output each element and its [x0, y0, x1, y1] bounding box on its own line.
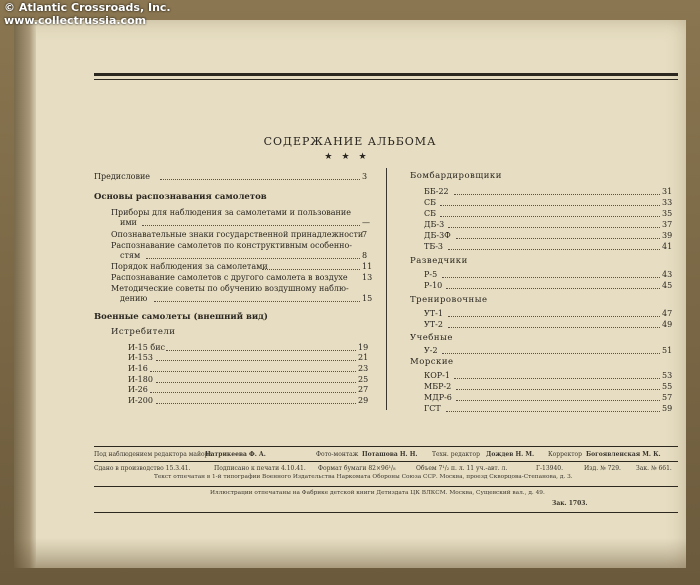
leader-dots — [142, 224, 360, 226]
toc-aircraft-page: 21 — [358, 353, 369, 362]
toc-aircraft-page: 47 — [662, 309, 673, 318]
toc-aircraft-name: КОР-1 — [424, 371, 450, 380]
top-rule-thin — [94, 79, 678, 80]
leader-dots — [150, 391, 356, 393]
page-title: СОДЕРЖАНИЕ АЛЬБОМА — [263, 135, 437, 148]
toc-aircraft-page: 45 — [662, 281, 673, 290]
toc-aircraft-page: 53 — [662, 371, 673, 380]
toc-aircraft-name: И-16 — [128, 364, 148, 373]
toc-aircraft-page: 43 — [662, 270, 673, 279]
imprint-rule-mid — [94, 461, 678, 462]
toc-entry: Опознавательные знаки государственной принадлежности — [111, 230, 364, 239]
toc-aircraft-page: 33 — [662, 198, 673, 207]
toc-aircraft-name: ДБ-3Ф — [424, 231, 451, 240]
leader-dots — [456, 388, 660, 390]
toc-aircraft-name: СБ — [424, 209, 436, 218]
toc-entry-page: 13 — [362, 273, 373, 282]
toc-category-bombers: Бомбардировщики — [410, 171, 502, 181]
toc-aircraft-name: ТБ-3 — [424, 242, 444, 251]
imprint-text: Зак. № 661. — [636, 465, 672, 472]
leader-dots — [166, 349, 356, 351]
top-rule-thick — [94, 73, 678, 76]
toc-category-naval: Морские — [410, 357, 454, 367]
toc-category-recon: Разведчики — [410, 256, 468, 266]
toc-aircraft-page: 25 — [358, 375, 369, 384]
toc-aircraft-page: 51 — [662, 346, 673, 355]
leader-dots — [442, 352, 660, 354]
leader-dots — [150, 370, 356, 372]
leader-dots — [440, 215, 660, 217]
imprint-text: Техн. редактор — [432, 451, 480, 458]
leader-dots — [456, 237, 660, 239]
leader-dots — [448, 226, 660, 228]
leader-dots — [456, 399, 660, 401]
toc-aircraft-page: 57 — [662, 393, 673, 402]
toc-aircraft-page: 37 — [662, 220, 673, 229]
toc-aircraft-name: ДБ-3 — [424, 220, 445, 229]
book-spine — [14, 20, 36, 568]
imprint-name: Поташова Н. Н. — [362, 451, 418, 458]
column-divider — [386, 168, 387, 410]
toc-entry-page: 7 — [362, 230, 368, 239]
imprint-rule-bottom — [94, 512, 678, 513]
toc-aircraft-name: УТ-2 — [424, 320, 443, 329]
leader-dots — [440, 204, 660, 206]
leader-dots — [448, 315, 660, 317]
toc-entry-page: 8 — [362, 251, 368, 260]
toc-entry: Порядок наблюдения за самолетами — [111, 262, 268, 271]
toc-aircraft-name: И-180 — [128, 375, 153, 384]
toc-entry: Распознавание самолетов с другого самолета в воздухе — [111, 273, 348, 282]
toc-aircraft-name: И-200 — [128, 396, 153, 405]
leader-dots — [446, 287, 660, 289]
toc-entry-page: — — [362, 218, 370, 227]
leader-dots — [448, 326, 660, 328]
imprint-text: Г-13940. — [536, 465, 563, 472]
imprint-text: Подписано к печати 4.10.41. — [214, 465, 306, 472]
toc-entry-cont: дению — [120, 294, 148, 303]
toc-aircraft-name: И-15 бис — [128, 343, 166, 352]
toc-aircraft-page: 41 — [662, 242, 673, 251]
toc-aircraft-page: 59 — [662, 404, 673, 413]
toc-aircraft-page: 31 — [662, 187, 673, 196]
toc-aircraft-page: 29 — [358, 396, 369, 405]
imprint-text: Сдано в производство 15.3.41. — [94, 465, 191, 472]
leader-dots — [448, 248, 660, 250]
watermark-line-1: © Atlantic Crossroads, Inc. — [4, 1, 171, 14]
toc-section-aircraft: Военные самолеты (внешний вид) — [94, 312, 268, 322]
imprint-name: Натрикеева Ф. А. — [205, 451, 266, 458]
toc-aircraft-page: 19 — [358, 343, 369, 352]
toc-aircraft-name: ББ-22 — [424, 187, 449, 196]
imprint-text: Текст отпечатан в 1-й типографии Военного Издательства Наркомата Обороны Союза ССР. Москва, проезд Скворцова-Степанова, д. 3. — [154, 474, 573, 480]
toc-entry: Методические советы по обучению воздушному наблю- — [111, 284, 349, 293]
toc-entry-page: 11 — [362, 262, 373, 271]
toc-aircraft-name: И-153 — [128, 353, 153, 362]
page-shadow — [14, 538, 686, 568]
leader-dots — [154, 300, 360, 302]
toc-aircraft-name: У-2 — [424, 346, 438, 355]
imprint-text: Корректор — [548, 451, 583, 458]
toc-entry-cont: ими — [120, 218, 137, 227]
toc-entry: Распознавание самолетов по конструктивным особенно- — [111, 241, 353, 250]
leader-dots — [454, 193, 660, 195]
toc-entry-page: 15 — [362, 294, 373, 303]
imprint-text: Изд. № 729. — [584, 465, 621, 472]
leader-dots — [146, 257, 360, 259]
imprint-text: Зак. 1703. — [552, 500, 588, 507]
leader-dots — [160, 178, 360, 180]
imprint-text: Иллюстрации отпечатаны на Фабрике детской книги Детиздата ЦК ВЛКСМ. Москва, Сущевский вал., д. 49. — [210, 490, 545, 496]
toc-aircraft-name: И-26 — [128, 385, 148, 394]
toc-aircraft-page: 39 — [662, 231, 673, 240]
toc-category-training: Тренировочные — [410, 295, 488, 305]
leader-dots — [454, 377, 660, 379]
imprint-text: Под наблюдением редактора майора — [94, 451, 212, 458]
imprint-text: Формат бумаги 82×96¹/₈ — [318, 465, 396, 472]
toc-category-fighters: Истребители — [111, 327, 176, 337]
leader-dots — [262, 268, 360, 270]
watermark-line-2: www.collectrussia.com — [4, 14, 147, 27]
toc-aircraft-name: СБ — [424, 198, 436, 207]
toc-aircraft-page: 27 — [358, 385, 369, 394]
leader-dots — [446, 410, 660, 412]
imprint-rule-top — [94, 446, 678, 447]
toc-aircraft-page: 49 — [662, 320, 673, 329]
toc-aircraft-name: Р-5 — [424, 270, 438, 279]
imprint-name: Богоявленская М. К. — [586, 451, 661, 458]
toc-aircraft-name: УТ-1 — [424, 309, 443, 318]
toc-preface-page: 3 — [362, 172, 368, 181]
toc-entry-cont: стям — [120, 251, 141, 260]
toc-aircraft-name: МДР-6 — [424, 393, 452, 402]
leader-dots — [156, 402, 356, 404]
title-stars: ★★★ — [324, 152, 376, 162]
imprint-text: Фото-монтаж — [316, 451, 359, 458]
toc-entry: Приборы для наблюдения за самолетами и пользование — [111, 208, 351, 217]
imprint-name: Дождев Н. М. — [486, 451, 535, 458]
toc-category-educational: Учебные — [410, 333, 453, 343]
leader-dots — [156, 359, 356, 361]
imprint-text: Объем 7¹/₂ п. л. 11 уч.-авт. л. — [416, 465, 508, 472]
toc-aircraft-page: 23 — [358, 364, 369, 373]
leader-dots — [442, 276, 660, 278]
leader-dots — [156, 381, 356, 383]
toc-aircraft-page: 35 — [662, 209, 673, 218]
imprint-rule-lower — [94, 486, 678, 487]
toc-aircraft-name: ГСТ — [424, 404, 441, 413]
toc-preface-label: Предисловие — [94, 172, 151, 181]
toc-aircraft-name: МБР-2 — [424, 382, 452, 391]
toc-aircraft-page: 55 — [662, 382, 673, 391]
toc-aircraft-name: Р-10 — [424, 281, 443, 290]
toc-section-recognition: Основы распознавания самолетов — [94, 192, 267, 202]
